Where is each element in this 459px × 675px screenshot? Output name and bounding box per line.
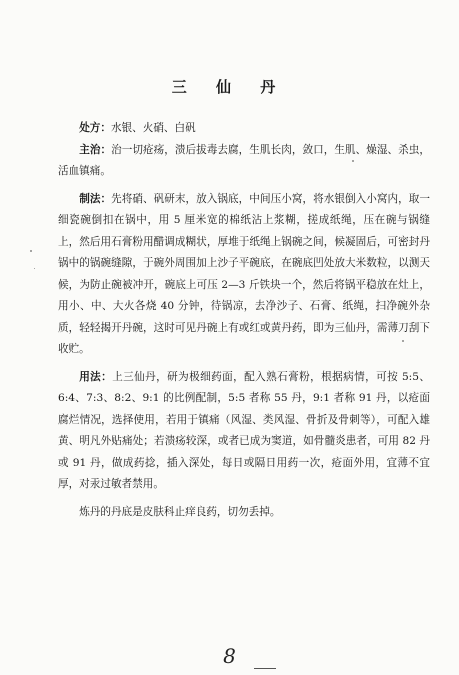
scan-speck — [30, 250, 32, 252]
scan-speck — [352, 160, 354, 162]
note-text: 炼丹的丹底是皮肤科止痒良药，切勿丢掉。 — [79, 505, 281, 518]
prescription-text: 水银、火硝、白矾 — [110, 122, 196, 134]
usage-label: 用法： — [79, 370, 113, 383]
indications-text: 治一切疮疡，溃后拔毒去腐，生肌长肉，敛口，生肌、燥湿、杀虫，活血镇痛。 — [58, 143, 431, 177]
preparation-text: 先将硝、矾研末，放入锅底，中间压小窝，将水银倒入小窝内，取一细瓷碗倒扣在锅中，用 5 厘米宽的棉纸沾上浆糊，搓成纸绳，压在碗与锅缝上，然后用石膏粉用醋调成糊状，厚堆于纸绳上锅碗之间，候凝固后，可密封丹锅中的锅碗缝隙，于碗外周围加上沙子平碗底，在碗底凹处放大米数粒，以测天候，为防止碗被冲开，碗底上可压 2—3 斤铁块一个，然后将锅平稳放在灶上，用小、中、大火各烧 40 分钟，待锅凉，去净沙子、石膏、纸绳，扫净碗外杂质，轻轻揭开丹碗，这时可见丹碗上有或红或黄丹药，即为三仙丹，需薄刀刮下收贮。 — [58, 192, 431, 355]
scan-speck — [402, 340, 404, 342]
preparation-label: 制法： — [79, 192, 112, 205]
usage-paragraph — [58, 367, 430, 496]
page-number-underline — [254, 668, 276, 669]
preparation-paragraph — [58, 189, 430, 361]
usage-text: 上三仙丹，研为极细药面，配入熟石膏粉，根据病情，可按 5:5、6:4、7:3、8:2、9:1 的比例配制，5:5 者称 55 丹，9:1 者称 91 丹，以疮面腐烂情况，选择使用，若用于镇痛（风湿、类风湿、骨折及骨刺等），可配入雄黄、明凡外贴痛处；若溃疡较深，或者已成为窦道，如骨髓炎患者，可用 82 丹或 91 丹，做成药捻，插入深处，每日或隔日用药一次，疮面外用，宜薄不宜厚，对汞过敏者禁用。 — [58, 370, 430, 490]
note-paragraph — [58, 502, 430, 524]
document-body — [58, 118, 430, 523]
prescription-label: 处方： — [79, 122, 111, 134]
page-number: 8 — [223, 644, 236, 668]
scan-speck — [34, 268, 35, 269]
prescription-paragraph — [58, 118, 430, 140]
page-title: 三 仙 丹 — [171, 78, 288, 96]
indications-label: 主治： — [79, 143, 112, 156]
indications-paragraph — [58, 140, 430, 183]
